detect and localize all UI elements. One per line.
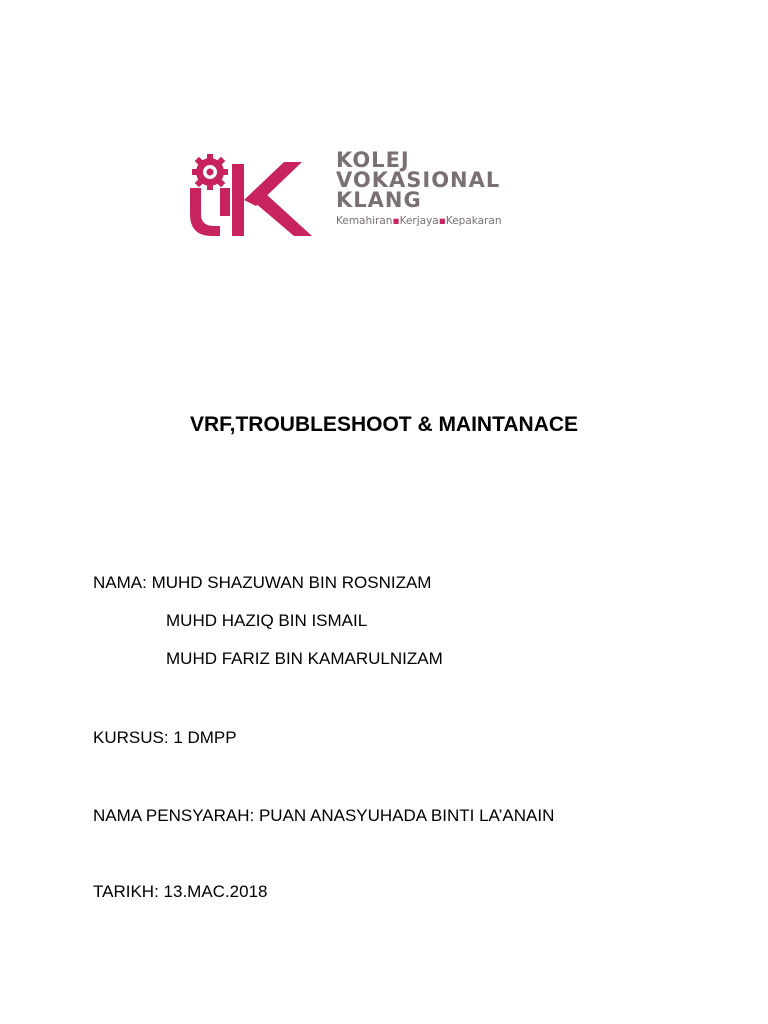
tarikh-value: 13.MAC.2018 — [163, 882, 268, 901]
logo-name-line-3: KLANG — [336, 188, 422, 212]
logo-name-line-2: VOKASIONAL — [336, 168, 501, 192]
college-logo — [188, 150, 588, 240]
tagline-word-2: Kerjaya — [399, 215, 439, 227]
tarikh-row — [93, 881, 268, 903]
logo-tagline — [336, 214, 586, 228]
nama-label: NAMA: — [93, 573, 147, 592]
member-name-1: MUHD SHAZUWAN BIN ROSNIZAM — [151, 573, 432, 592]
tagline-word-3: Kepakaran — [445, 215, 502, 227]
member-name-2: MUHD HAZIQ BIN ISMAIL — [166, 611, 368, 630]
pensyarah-value: PUAN ANASYUHADA BINTI LA’ANAIN — [258, 806, 555, 825]
pensyarah-label: NAMA PENSYARAH: — [93, 806, 255, 825]
college-logo-mark-icon — [188, 150, 328, 240]
tagline-separator: ▪ — [438, 215, 446, 227]
kursus-value: 1 DMPP — [173, 728, 237, 747]
kursus-row — [93, 727, 237, 749]
logo-name-line-1: KOLEJ — [336, 148, 410, 172]
pensyarah-row — [93, 805, 554, 827]
nama-row-1 — [93, 572, 431, 594]
kursus-label: KURSUS: — [93, 728, 169, 747]
document-title: VRF,TROUBLESHOOT & MAINTANACE — [189, 413, 579, 436]
tagline-word-1: Kemahiran — [336, 215, 393, 227]
tarikh-label: TARIKH: — [93, 882, 159, 901]
member-name-3: MUHD FARIZ BIN KAMARULNIZAM — [166, 649, 443, 668]
college-logo-text — [336, 150, 586, 228]
tagline-separator: ▪ — [392, 215, 400, 227]
